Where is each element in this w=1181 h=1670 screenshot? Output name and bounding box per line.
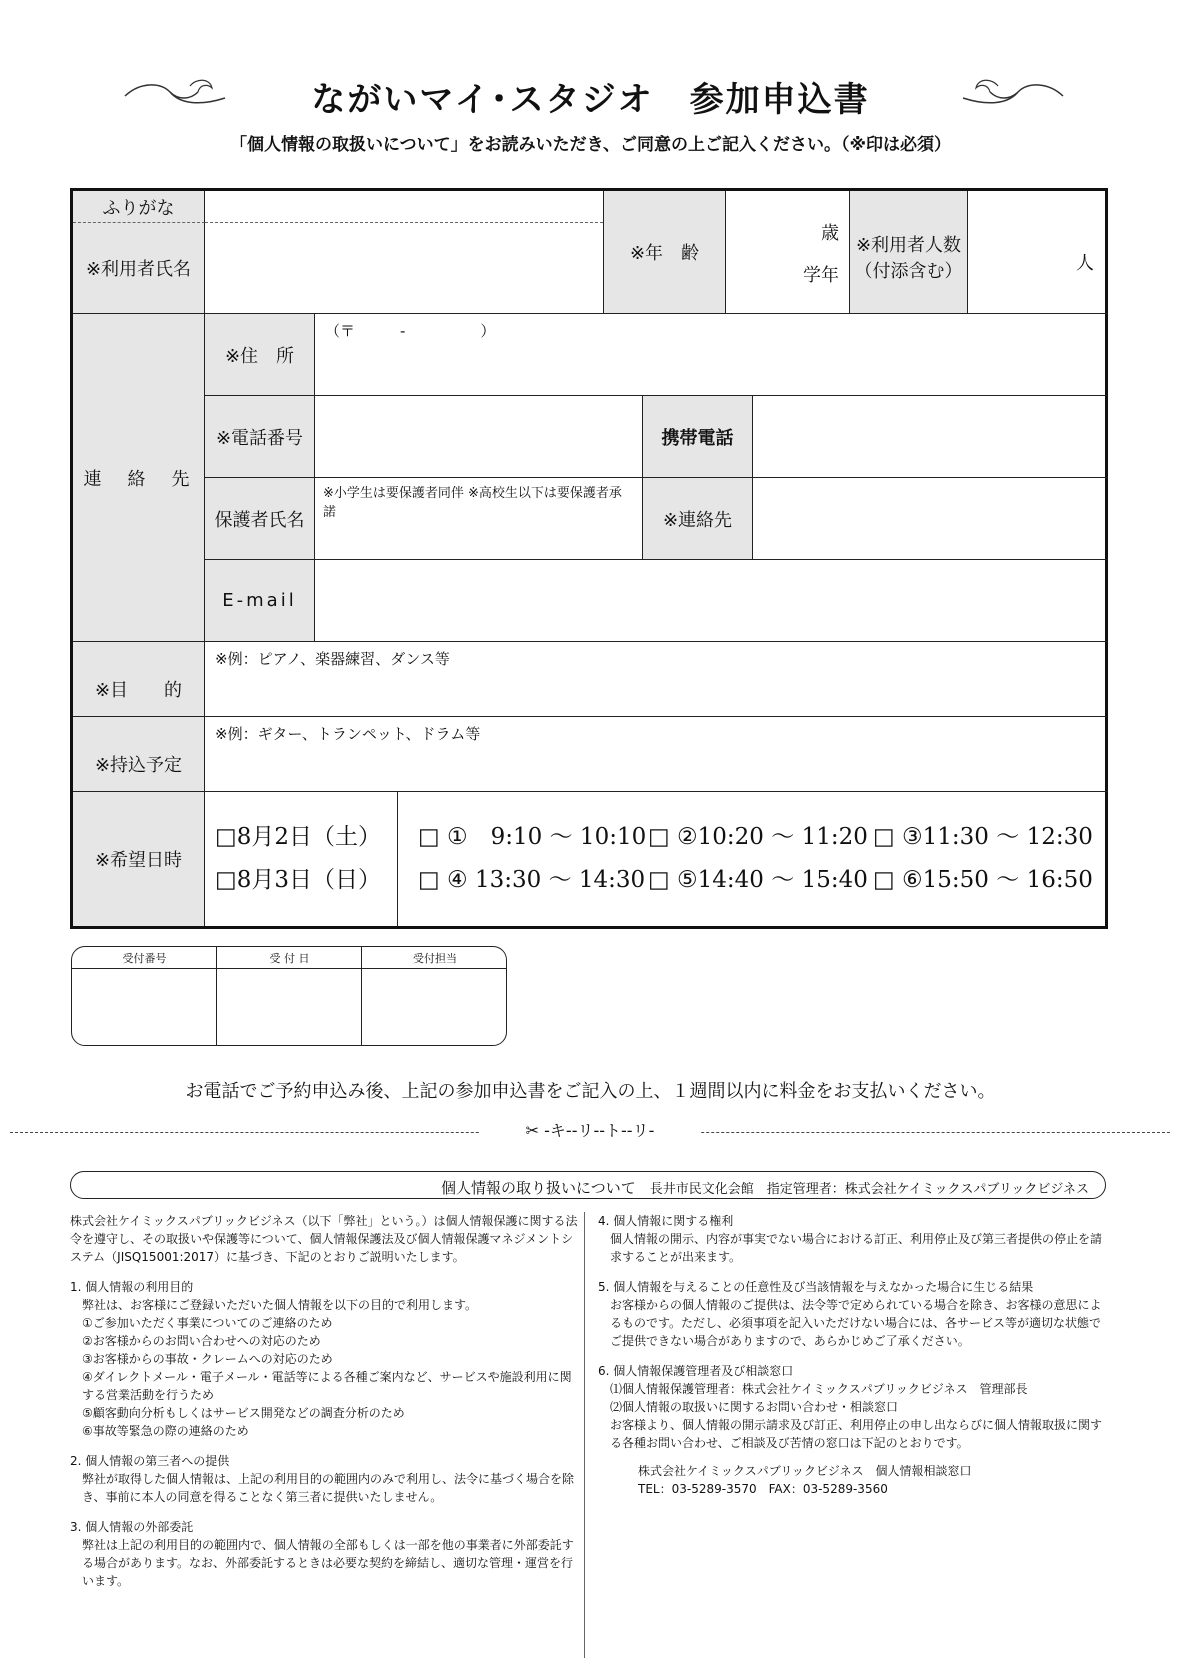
grade-unit: 学年 [803,265,839,286]
section-1-item: ②お客様からのお問い合わせへの対応のため [82,1334,321,1348]
time-slot-options [398,792,1108,926]
guardian-note: ※小学生は要保護者同伴 ※高校生以下は要保護者承諾 [323,486,622,520]
time-slot-4[interactable]: □ ④ 13:30 ～ 14:30 [418,867,646,893]
users-unit: 人 [1076,253,1094,274]
contact-label: 連 絡 先 [73,314,205,642]
payment-note: お電話でご予約申込み後、上記の参加申込書をご記入の上、１週間以内に料金をお支払いください。 [185,1081,996,1102]
privacy-intro: 株式会社ケイミックスパブリックビジネス（以下「弊社」という。）は個人情報保護に関する法令を遵守し、その取扱いや保護等について、個人情報保護法及び個人情報保護マネジメントシステム（JISQ15001:2017）に基づき、下記のとおりご説明いたします。 [70,1214,578,1264]
section-1-item: ⑤顧客動向分析もしくはサービス開発などの調査分析のため [82,1406,405,1420]
privacy-org: 長井市民文化会館 指定管理者：株式会社ケイミックスパブリックビジネス [649,1182,1089,1197]
reception-box [71,946,507,1046]
email-label: E-mail [205,560,315,642]
privacy-right-column [598,1212,1103,1498]
reception-number-label: 受付番号 [72,947,217,969]
phone-label: ※電話番号 [205,396,315,478]
section-1-body: 弊社は、お客様にご登録いただいた個人情報を以下の目的で利用します。 [82,1298,478,1312]
application-form [70,188,1108,929]
section-1-item: ③お客様からの事故・クレームへの対応のため [82,1352,333,1366]
date-option-aug3[interactable]: □8月3日（日） [215,867,381,893]
mobile-label: 携帯電話 [643,396,753,478]
section-3-body: 弊社は上記の利用目的の範囲内で、個人情報の全部もしくは一部を他の事業者に外部委託する場合があります。なお、外部委託するときは必要な契約を締結し、適切な管理・運営を行います。 [82,1538,574,1588]
page-title: ながいマイ･スタジオ 参加申込書 [311,80,870,120]
users-count-input[interactable] [968,191,1108,314]
users-count-label [850,191,968,314]
furigana-label: ふりがな [73,191,205,223]
furigana-input[interactable] [205,191,603,223]
mobile-input[interactable] [753,396,1108,478]
section-2-body: 弊社が取得した個人情報は、上記の利用目的の範囲内のみで利用し、法令に基づく場合を除き、事前に本人の同意を得ることなく第三者に提供いたしません。 [82,1472,575,1504]
section-4-title: 4. 個人情報に関する権利 [598,1214,734,1228]
page-subtitle: 「個人情報の取扱いについて」をお読みいただき、ご同意の上ご記入ください。（※印は必須） [229,135,951,155]
section-5-title: 5. 個人情報を与えることの任意性及び当該情報を与えなかった場合に生じる結果 [598,1280,1034,1294]
reception-date-column[interactable] [217,947,362,1045]
section-6-body: お客様より、個人情報の開示請求及び訂正、利用停止の申し出ならびに個人情報取扱に関する各種お問い合わせ、ご相談及び苦情の窓口は下記のとおりです。 [610,1418,1103,1450]
column-divider [584,1212,585,1658]
users-count-title: ※利用者人数 [855,235,962,256]
section-3-title: 3. 個人情報の外部委託 [70,1520,194,1534]
section-1-item: ④ダイレクトメール・電子メール・電話等による各種ご案内など、サービスや施設利用に関する営業活動を行うため [82,1370,572,1402]
date-options [205,792,398,926]
bringing-label: ※持込予定 [73,717,205,792]
privacy-header [70,1171,1106,1199]
time-slot-6[interactable]: □ ⑥15:50 ～ 16:50 [873,867,1093,893]
purpose-example: ※例：ピアノ、楽器練習、ダンス等 [215,650,450,668]
time-slot-5[interactable]: □ ⑤14:40 ～ 15:40 [648,867,868,893]
user-name-input[interactable] [205,223,603,314]
privacy-left-column [70,1212,580,1590]
privacy-title: 個人情報の取り扱いについて [441,1179,636,1197]
time-slot-1[interactable]: □ ① 9:10 ～ 10:10 [418,824,647,850]
age-unit: 歳 [821,223,839,244]
time-slot-3[interactable]: □ ③11:30 ～ 12:30 [873,824,1093,850]
address-label: ※住 所 [205,314,315,396]
datetime-label: ※希望日時 [73,792,205,926]
cut-label: ✂ ‐キ‐‐リ‐‐ト‐‐リ‐ [480,1118,700,1141]
privacy-contact-tel: TEL：03-5289-3570 FAX：03-5289-3560 [638,1482,888,1496]
section-6-item: ⑵個人情報の取扱いに関するお問い合わせ・相談窓口 [610,1400,899,1414]
purpose-input[interactable] [205,642,1108,717]
section-1-title: 1. 個人情報の利用目的 [70,1280,194,1294]
reception-date-label: 受 付 日 [217,947,362,969]
email-input[interactable] [315,560,1108,642]
guardian-contact-label: ※連絡先 [643,478,753,560]
section-1-item: ⑥事故等緊急の際の連絡のため [82,1424,249,1438]
users-count-sub: （付添含む） [854,261,963,282]
postal-code-field[interactable]: （〒 - ） [325,322,496,340]
bringing-example: ※例：ギター、トランペット、ドラム等 [215,725,481,743]
section-6-title: 6. 個人情報保護管理者及び相談窓口 [598,1364,794,1378]
guardian-input[interactable] [315,478,643,560]
reception-number-column[interactable] [72,947,217,1045]
reception-staff-column[interactable] [362,947,507,1045]
guardian-contact-input[interactable] [753,478,1108,560]
guardian-label: 保護者氏名 [205,478,315,560]
bringing-input[interactable] [205,717,1108,792]
section-4-body: 個人情報の開示、内容が事実でない場合における訂正、利用停止及び第三者提供の停止を請求することが出来ます。 [610,1232,1103,1264]
section-1-item: ①ご参加いただく事業についてのご連絡のため [82,1316,333,1330]
address-input[interactable] [315,314,1108,396]
time-slot-2[interactable]: □ ②10:20 ～ 11:20 [648,824,868,850]
privacy-contact-name: 株式会社ケイミックスパブリックビジネス 個人情報相談窓口 [638,1464,972,1478]
phone-input[interactable] [315,396,643,478]
section-2-title: 2. 個人情報の第三者への提供 [70,1454,230,1468]
user-name-label: ※利用者氏名 [73,223,205,314]
age-input[interactable] [726,191,850,314]
age-label: ※年 齢 [603,191,726,314]
reception-staff-label: 受付担当 [362,947,507,969]
section-5-body: お客様からの個人情報のご提供は、法令等で定められている場合を除き、お客様の意思によるものです。ただし、必須事項を記入いただけない場合には、各サービス等が適切な状態でご提供できない場合がありますので、あらかじめご了承ください。 [610,1298,1102,1348]
purpose-label: ※目 的 [73,642,205,717]
date-option-aug2[interactable]: □8月2日（土） [215,824,381,850]
section-6-item: ⑴個人情報保護管理者：株式会社ケイミックスパブリックビジネス 管理部長 [610,1382,1028,1396]
